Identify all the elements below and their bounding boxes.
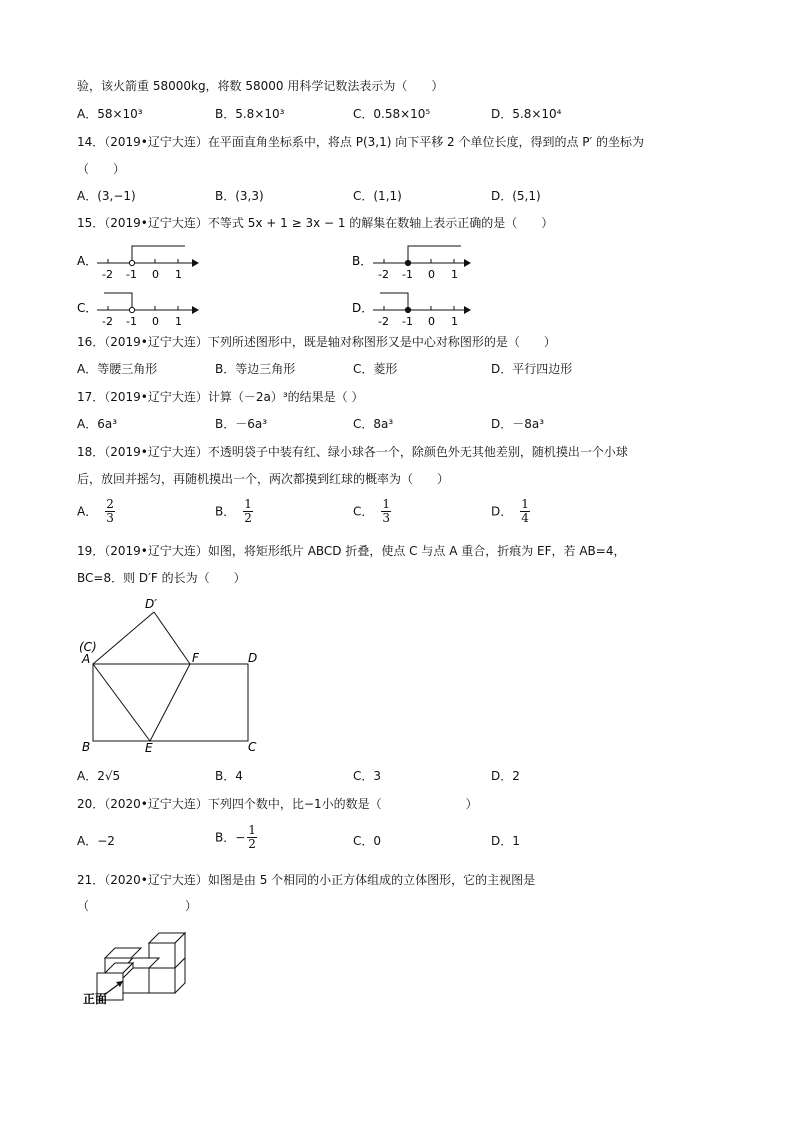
- q18-options: [77, 498, 637, 532]
- q17-option-a[interactable]: A．6a³: [77, 417, 118, 431]
- q14-option-d[interactable]: D．(5,1): [491, 189, 541, 203]
- q20-option-b[interactable]: [215, 824, 257, 851]
- q19-text-line1: 19．（2019•辽宁大连）如图，将矩形纸片 ABCD 折叠，使点 C 与点 A 重合，折痕为 EF，若 AB=4，: [77, 544, 626, 558]
- q19-option-d[interactable]: D．2: [491, 769, 520, 783]
- q19-option-c[interactable]: C．3: [353, 769, 382, 783]
- segment-f-e-crease: [150, 664, 190, 741]
- q14-option-c[interactable]: C．(1,1): [353, 189, 402, 203]
- q21-paren: （ ）: [77, 899, 198, 913]
- q14-text: 14．（2019•辽宁大连）在平面直角坐标系中，将点 P(3,1) 向下平移 2 个单位长度，得到的点 P′ 的坐标为: [77, 135, 645, 149]
- q14-option-a[interactable]: A．(3,−1): [77, 189, 136, 203]
- label-e: E: [145, 741, 153, 755]
- fraction-denominator: 3: [106, 511, 114, 525]
- q18-option-a[interactable]: [77, 498, 115, 525]
- q20-options: [77, 824, 637, 860]
- q15-d-tick-label: -2: [378, 315, 389, 328]
- label-c-paren: (C): [79, 640, 97, 654]
- fraction: [247, 824, 257, 851]
- q19-fold-diagram: [70, 594, 270, 758]
- fraction: [105, 498, 115, 525]
- front-view-label: 正面: [83, 992, 108, 1006]
- label-f: F: [192, 651, 199, 665]
- q18-option-d[interactable]: [491, 498, 530, 525]
- q18-text-line1: 18．（2019•辽宁大连）不透明袋子中装有红、绿小球各一个，除颜色外无其他差别，随机摸出一个小球: [77, 445, 628, 459]
- q13-option-d[interactable]: D．5.8×10⁴: [491, 107, 562, 121]
- q15-c-arrow: [192, 306, 199, 314]
- q15-b-point-closed: [405, 260, 410, 265]
- q15-a-tick-label: 1: [175, 268, 182, 281]
- label-dprime: D′: [145, 597, 157, 611]
- q20-option-letter: B．−: [215, 830, 246, 845]
- q20-option-c[interactable]: C．0: [353, 834, 382, 848]
- q15-text: 15．（2019•辽宁大连）不等式 5x + 1 ≥ 3x − 1 的解集在数轴上表示正确的是（ ）: [77, 216, 554, 230]
- q15-d-point-closed: [405, 307, 410, 312]
- fraction-numerator: 1: [382, 497, 391, 511]
- q20-option-a[interactable]: A．−2: [77, 834, 115, 848]
- q15-c-tick-label: 0: [152, 315, 159, 328]
- q15-d-tick-label: 0: [428, 315, 435, 328]
- q16-option-a[interactable]: A．等腰三角形: [77, 362, 158, 376]
- q15-number-lines: [0, 238, 794, 328]
- q15-b-tick-label: -1: [402, 268, 413, 281]
- q15-d-tick-label: 1: [451, 315, 458, 328]
- q15-b-range: [408, 246, 461, 263]
- q16-text: 16．（2019•辽宁大连）下列所述图形中，既是轴对称图形又是中心对称图形的是（ ）: [77, 335, 556, 349]
- q13-options: [77, 106, 637, 124]
- q15-d-arrow: [464, 306, 471, 314]
- label-b: B: [82, 740, 91, 754]
- q17-option-b[interactable]: B．－6a³: [215, 417, 268, 431]
- q17-option-c[interactable]: C．8a³: [353, 417, 394, 431]
- q13-option-b[interactable]: B．5.8×10³: [215, 107, 285, 121]
- fraction: [520, 498, 530, 525]
- q18-option-c[interactable]: [353, 498, 391, 525]
- q14-options: [77, 188, 637, 206]
- q16-option-b[interactable]: B．等边三角形: [215, 362, 296, 376]
- label-a: A: [82, 652, 91, 666]
- q14-paren: （ ）: [77, 162, 126, 176]
- q13-option-a[interactable]: A．58×10³: [77, 107, 143, 121]
- q18-option-b[interactable]: [215, 498, 253, 525]
- segment-dprime-f: [154, 612, 190, 664]
- fraction-numerator: 2: [106, 497, 114, 511]
- q15-c-tick-label: -2: [102, 315, 113, 328]
- q15-b-tick-label: 0: [428, 268, 435, 281]
- q15-b-tick-label: 1: [451, 268, 458, 281]
- q14-option-b[interactable]: B．(3,3): [215, 189, 264, 203]
- q17-option-d[interactable]: D．－8a³: [491, 417, 545, 431]
- q18-option-letter: C．: [353, 504, 374, 519]
- fraction-numerator: 1: [244, 497, 252, 511]
- q18-option-letter: B．: [215, 504, 236, 519]
- fraction: [243, 498, 253, 525]
- q15-c-tick-label: 1: [175, 315, 182, 328]
- q21-text: 21．（2020•辽宁大连）如图是由 5 个相同的小正方体组成的立体图形，它的主视图是: [77, 873, 536, 887]
- segment-a-e: [93, 664, 150, 741]
- q18-option-letter: D．: [491, 504, 513, 519]
- fraction-denominator: 4: [521, 511, 529, 525]
- q15-a-tick-label: 0: [152, 268, 159, 281]
- q19-option-a[interactable]: A．2√5: [77, 769, 121, 783]
- fraction-denominator: 2: [248, 837, 256, 851]
- q15-a-range: [132, 246, 185, 263]
- q15-a-point-open: [129, 260, 134, 265]
- q15-option-d-letter[interactable]: D．: [352, 301, 374, 315]
- q18-text-line2: 后，放回并摇匀，再随机摸出一个，两次都摸到红球的概率为（ ）: [77, 472, 450, 486]
- q15-option-c-letter[interactable]: C．: [77, 301, 98, 315]
- q15-a-arrow: [192, 259, 199, 267]
- q16-option-d[interactable]: D．平行四边形: [491, 362, 573, 376]
- q19-options: [77, 768, 637, 786]
- q15-a-tick-label: -1: [126, 268, 137, 281]
- q20-text: 20．（2020•辽宁大连）下列四个数中，比−1小的数是（ ）: [77, 797, 478, 811]
- cube-front-face: [149, 968, 175, 993]
- q13-text: 验，该火箭重 58000kg，将数 58000 用科学记数法表示为（ ）: [77, 79, 444, 93]
- q19-option-b[interactable]: B．4: [215, 769, 243, 783]
- fraction-denominator: 2: [244, 511, 252, 525]
- label-c: C: [248, 740, 257, 754]
- q13-option-c[interactable]: C．0.58×10⁵: [353, 107, 431, 121]
- q21-cube-figure: [78, 925, 198, 1010]
- q15-c-tick-label: -1: [126, 315, 137, 328]
- q15-b-arrow: [464, 259, 471, 267]
- q17-text: 17．（2019•辽宁大连）计算（－2a）³的结果是（ ）: [77, 390, 364, 404]
- q15-d-tick-label: -1: [402, 315, 413, 328]
- q20-option-d[interactable]: D．1: [491, 834, 520, 848]
- label-d: D: [248, 651, 258, 665]
- segment-a-dprime: [93, 612, 154, 664]
- q15-option-b-letter[interactable]: B．: [352, 254, 373, 268]
- q15-a-tick-label: -2: [102, 268, 113, 281]
- q15-b-tick-label: -2: [378, 268, 389, 281]
- q19-text-line2: BC=8．则 D′F 的长为（ ）: [77, 571, 246, 585]
- q16-option-c[interactable]: C．菱形: [353, 362, 398, 376]
- cube-top-face: [105, 948, 141, 958]
- q15-c-point-open: [129, 307, 134, 312]
- q18-option-letter: A．: [77, 504, 98, 519]
- fraction-numerator: 1: [248, 823, 256, 837]
- fraction: [381, 498, 391, 525]
- q15-option-a-letter[interactable]: A．: [77, 254, 98, 268]
- q17-options: [77, 416, 637, 434]
- fraction-numerator: 1: [521, 497, 529, 511]
- fraction-denominator: 3: [382, 511, 391, 525]
- q16-options: [77, 361, 637, 379]
